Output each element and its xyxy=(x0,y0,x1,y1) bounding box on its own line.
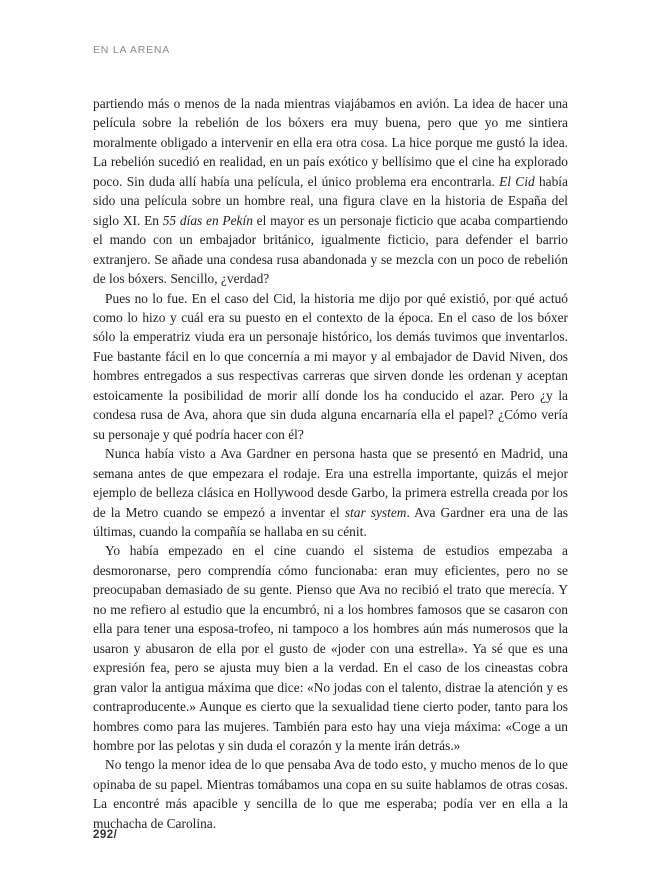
text-run: Yo había empezado en el cine cuando el sistema de estudios empezaba a desmoronarse, pero comprendía cómo funcionaba: eran muy eficientes, pero no se preocupaban demasiado de su gente. Pienso que Ava no recibió el trato que merecía. Y no me refiero al estudio que la encumbró, ni a los hombres famosos que se casaron con ella para tener una esposa-trofeo, ni tampoco a los hombres aún más numerosos que la usaron y abusaron de ella por el gusto de «joder con una estrella». Ya sé que es una expresión fea, pero se ajusta muy bien a la verdad. En el caso de los cineastas cobra gran valor la antigua máxima que dice: «No jodas con el talento, distrae la atención y es contraproducente.» Aunque es cierto que la sexualidad tiene cierto poder, tanto para los hombres como para las mujeres. También para esto hay una vieja máxima: «Coge a un hombre por las pelotas y sin duda el corazón y la mente irán detrás.» xyxy=(93,543,568,753)
text-run: Nunca había visto a Ava Gardner en persona hasta que se presentó en Madrid, una semana antes de que empezara el rodaje. Era una estrella importante, quizás el mejor ejemplo de belleza clásica en Hollywood desde Garbo, la primera estrella creada por los de la Metro cuando se empezó a inventar el xyxy=(93,446,568,520)
italic-title: 55 días en Pekín xyxy=(162,212,253,228)
text-run: Pues no lo fue. En el caso del Cid, la historia me dijo por qué existió, por qué actuó como lo hizo y cuál era su puesto en el contexto de la época. En el caso de los bóxer sólo la emperatriz viuda era un personaje histórico, los demás tuvimos que inventarlos. Fue bastante fácil en lo que concernía a mi mayor y al embajador de David Niven, dos hombres entregados a sus respectivas carreras que sirven donde les ordenan y aceptan estoicamente la posibilidad de morir allí donde los ha conducido el azar. Pero ¿y la condesa rusa de Ava, ahora que sin duda alguna encarnaría ella el papel? ¿Cómo vería su personaje y qué podría hacer con él? xyxy=(93,290,568,442)
italic-title: star system xyxy=(344,504,407,520)
running-head: EN LA ARENA xyxy=(93,44,171,56)
paragraph xyxy=(93,444,568,541)
paragraph xyxy=(93,289,568,445)
text-run: No tengo la menor idea de lo que pensaba Ava de todo esto, y mucho menos de lo que opinaba de su papel. Mientras tomábamos una copa en su suite hablamos de otras cosas. La encontré más apacible y sencilla de lo que me esperaba; podía ver en ella a la muchacha de Carolina. xyxy=(93,757,568,831)
text-run: había sido una película sobre un hombre real, una figura clave en la historia de España del siglo XI. En xyxy=(93,173,568,228)
paragraph xyxy=(93,755,568,833)
text-run: el mayor es un personaje ficticio que acaba compartiendo el mando con un embajador británico, igualmente ficticio, para defender el barrio extranjero. Se añade una condesa rusa abandonada y se mezcla con un poco de rebelión de los bóxers. Sencillo, ¿verdad? xyxy=(93,212,568,287)
paragraph xyxy=(93,94,568,289)
paragraph xyxy=(93,541,568,755)
body-text xyxy=(93,94,568,833)
italic-title: El Cid xyxy=(499,173,535,189)
text-run: partiendo más o menos de la nada mientras viajábamos en avión. La idea de hacer una película sobre la rebelión de los bóxers era muy buena, pero que yo me sintiera moralmente obligado a intervenir en ella era otra cosa. La hice porque me gustó la idea. La rebelión sucedió en realidad, en un país exótico y bellísimo que el cine ha explorado poco. Sin duda allí había una película, el único problema era encontrarla. xyxy=(93,96,568,189)
text-run: . Ava Gardner era una de las últimas, cuando la compañía se hallaba en su cénit. xyxy=(93,504,568,539)
page-number: 292/ xyxy=(93,829,118,841)
